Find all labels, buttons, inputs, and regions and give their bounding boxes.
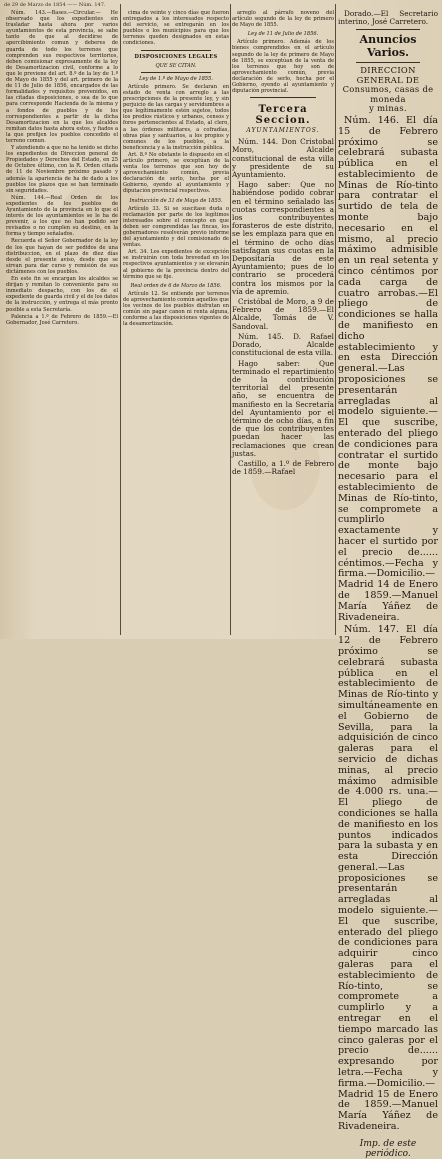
heading-ley-1855: Ley de 1.º de Mayo de 1855. — [139, 75, 213, 82]
heading-instruccion: Instrucción de 31 de Mayo de 1855. — [129, 197, 223, 204]
paragraph: Núm. 144.—Real Orden de los expedientes de los pueblos de Ayuntamiento de la provincia en lo que el interés de los ayuntamientos se le ha de prevenir, a los que no han podido ser revisados o no cumplen su destino, en la forma y tiempo señalados. — [6, 194, 118, 238]
paragraph: Núm. 147. El día 12 de Febrero próximo se celebrará subasta pública en el establecimiento de Minas de Río-tinto y simultáneamente en el Gobierno de Sevilla, para la adquisición de cinco galeras para el servicio de dichas minas, al precio máximo admisible de 4.000 rs. una.—El pliego de condiciones se halla de manifiesto en los puntos indicados para la subasta y en esta Dirección general.—Las proposiciones se presentarán arregladas al modelo siguiente.—El que suscribe, enterado del pliego de condiciones para adquirir cinco galeras para el establecimiento de Río-tinto, se compromete a cumplirlo y a entregar en el tiempo marcado las cinco galeras por el precio de...... expresando por letra.—Fecha y firma.—Domicilio.—Madrid 15 de Enero de 1859.—Manuel María Yáñez de Rivadeneira. — [338, 624, 438, 1133]
direccion-line: Consumos, casas de moneda — [342, 84, 434, 104]
paragraph: Art. 34. Los expedientes de excepción se instruirán con toda brevedad en los respectivos ayuntamientos y se elevarán al gobierno de la provincia dentro del término que se fije. — [123, 249, 229, 280]
paragraph: Núm. 145. D. Rafael Dorado, Alcalde constitucional de esta villa. — [232, 331, 334, 358]
heading-ley-1856: Ley de 11 de Julio de 1856. — [247, 31, 319, 38]
heading-real-orden: Real orden de 6 de Marzo de 1856. — [130, 282, 222, 289]
paragraph: Y atendiendo a que no ha tenido se dicho los expedientes de Direccion general de Propiedades y Derechos del Estado, en 25 de Octubre último, con la R. Orden citada de 11 de Noviembre próximo pasado y además la apariencia de ha de dado a los pueblos los plazos que se han terminado sin seguridades. — [6, 145, 118, 194]
paragraph: Artículo 12. Se entiende por terrenos de aprovechamiento común aquellos que los vecinos de los pueblos disfrutan en común sin pagar canon ni renta alguna, conforme a las disposiciones vigentes de la desamortización. — [123, 290, 229, 328]
separator — [356, 29, 420, 30]
column-rule — [120, 4, 121, 635]
separator — [141, 50, 211, 51]
column-1 — [6, 10, 118, 629]
paragraph: Recuerda el Señor Gobernador de la ley de los que hayan de ser pedidos de una distribuccion, en el plazo de diez días desde el presente aviso, desde que se sirvan para dar curso y remisión de sus dictámenes con los pueblos. — [6, 238, 118, 275]
paragraph: Artículo 33. Si se suscitase duda o reclamación por parte de los legítimos interesados sobre el concepto en que deben ser comprendidas las fincas, los gobernadores resolverán previo informe del ayuntamiento y del comisionado de ventas. — [123, 205, 229, 249]
heading-disposiciones: DISPOSICIONES LEGALES — [134, 53, 218, 60]
separator — [250, 97, 316, 98]
column-3 — [232, 10, 334, 629]
column-rule — [335, 4, 336, 635]
paragraph: Art. 8.º No obstante lo dispuesto en el artículo primero, se exceptúan de la venta los terrenos que son hoy de aprovechamiento común, previa declaración de serlo, hecha por el Gobierno, oyendo al ayuntamiento y diputación provincial respectivos. — [123, 151, 229, 195]
heading-sub: QUE SE CITAN. — [155, 62, 197, 69]
paragraph: arreglo al párrafo noveno del artículo segundo de la ley de primero de Mayo de 1855. — [232, 10, 334, 29]
column-rule — [230, 4, 231, 635]
paragraph: Castillo, a 1.º de Febrero de 1859.—Rafael — [232, 458, 334, 477]
paragraph: cima de veinte y cinco días que fueron entregados a los interesados respecto del servicio, se entregarán en los pueblos o los municipios para que los terrenos queden designados en estas condiciones. — [123, 10, 229, 47]
direccion-line: DIRECCION GENERAL DE — [356, 65, 420, 85]
section-title: Tercera Seccion. — [255, 104, 311, 127]
paragraph: Hago saber: Que terminado el repartimiento de la contribución territorial del presente año, se encuentra de manifiesto en la Secretaría del Ayuntamiento por el término de ocho días, a fin de que los contribuyentes puedan hacer las reclamaciones que crean justas. — [232, 358, 334, 458]
direccion-line: y minas. — [369, 103, 407, 114]
paragraph: Núm. 146. El día 15 de Febrero próximo se celebrará subasta pública en el establecimiento de Minas de Río-tinto para contratar el surtido de tela de monte bajo necesario en el mismo, al precio máximo admisible en un real setenta y cinco céntimos por cada carga de cuatro arrobas.—El pliego de condiciones se halla de manifiesto en dicho establecimiento y en esta Dirección general.—Las proposiciones se presentarán arregladas al modelo siguiente.—El que suscribe, enterado del pliego de condiciones para contratar el surtido de monte bajo necesario para el establecimiento de Minas de Río-tinto, se compromete a cumplirlo exactamente y hacer el surtido por el precio de...... céntimos.—Fecha y firma.—Domicilio.—Madrid 14 de Enero de 1859.—Manuel María Yáñez de Rivadeneira. — [338, 114, 438, 623]
paragraph: Artículo primero. Además de los bienes comprendidos en el artículo segundo de la ley de primero de Mayo de 1855, se exceptúan de la venta de los terrenos que hoy son de aprovechamiento común, previa declaración de serlo, hecha por el Gobierno, oyendo al ayuntamiento y diputación provincial. — [232, 39, 334, 95]
section-subtitle: AYUNTAMIENTOS. — [246, 127, 320, 135]
column-2 — [123, 10, 229, 629]
column-4 — [338, 9, 438, 1159]
paragraph: Cristóbal de Moro, a 9 de Febrero de 1859.—El Alcalde, Tomás de V. Sandoval. — [232, 297, 334, 331]
paragraph: En este fin se encargan los alcaldes se dirijan y remitan lo conveniente para su inmediato despacho, con los de el expediente de guarda civil y el de los datos de la instrucción, y entrega el más pronto posible a esta Secretaría. — [6, 276, 118, 313]
separator — [141, 72, 211, 73]
separator — [356, 62, 420, 63]
paragraph: Palencia a 1.º de Febrero de 1859.—El Gobernador, José Carretero. — [6, 313, 118, 326]
paragraph: Núm. 143.—Bases.—Circular.— He observado que los expedientes sin trasladar hasta ahora por varios ayuntamientos de esta provincia, se sabe tanto de que al decidirse de apercibimiento comun y deberes de guarda de todo los terrenos que comprenden sus respectivos territorios, deben comisionar expresamente de la ley de Desamortizacion civil, conforme a lo que le previene del art. 8.º de la ley de 1.º de Mayo de 1855 y del art. primero de la de 11 de Julio de 1856, encargados de las formalidades y requisitos prevenidos, en las citadas disposiciones, o sea de lo que para corresponde Hacienda de la misma y a fondos de pueblos y de los correspondientes a partir de la dicha Desamortizacion en la que los alcaldes remitan datos hasta ahora estos, y fiados a la que prefijen los pueblos concedido el terreno comun. — [6, 10, 118, 144]
paragraph: Artículo primero. Se declaran en estado de venta con arreglo a las prescripciones de la presente ley, y sin perjuicio de las cargas y servidumbres a que legítimamente estén sujetos, todos los predios rústicos y urbanos, censos y foros pertenecientes al Estado, al clero, a las órdenes militares, a cofradías, obras pías y santuarios, a los propios y comunes de los pueblos, a la beneficencia y a la instrucción pública. — [123, 83, 229, 151]
direccion-heading — [338, 66, 438, 114]
imprenta-line: Imp. de este periódico. — [359, 1138, 417, 1159]
paragraph: Núm. 144. Don Cristobal Moro, Alcalde constitucional de esta villa y presidente de su Ayuntamiento. — [232, 137, 334, 180]
top-strip: de 29 de Marzo de 1854 —— Núm. 147. — [4, 2, 106, 8]
paragraph: Dorado.—El Secretario interino, José Carretero. — [338, 9, 438, 27]
anuncios-heading: Anuncios Varios. — [359, 33, 417, 60]
paragraph: Hago saber: Que no habiéndose podido cobrar en el término señalado las cuotas correspondientes a los contribuyentes forasteros de este distrito, se les emplaza para que en el término de ocho días satisfagan sus cuotas en la Depositaría de este Ayuntamiento; pues de lo contrario se procederá contra los mismos por la vía de apremio. — [232, 180, 334, 296]
